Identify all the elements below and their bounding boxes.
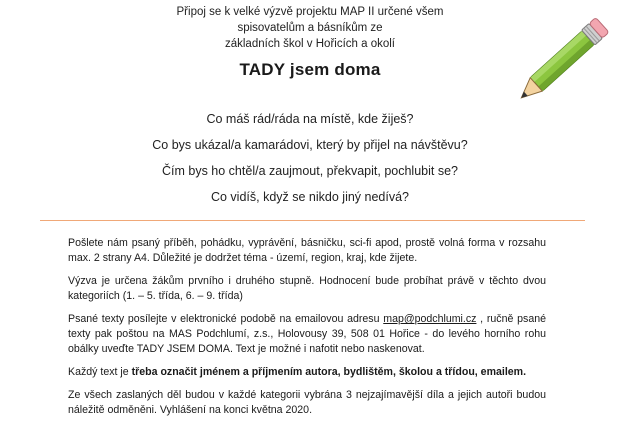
paragraph-categories: Výzva je určena žákům prvního i druhého stupně. Hodnocení bude probíhat právě v těchto dvou kategoriích (1. – 5. třída, 6. – 9. třída) (68, 275, 546, 302)
page-title: TADY jsem doma (239, 60, 381, 79)
divider (40, 220, 585, 221)
question-item: Co máš rád/ráda na místě, kde žiješ? (206, 112, 414, 126)
question-item: Co bys ukázal/a kamarádovi, který by přijel na návštěvu? (152, 138, 468, 152)
email-link[interactable]: map@podchlumi.cz (383, 313, 477, 325)
labeling-text-bold: třeba označit jménem a příjmením autora, bydlištěm, školou a třídou, emailem. (131, 366, 527, 378)
instructions (68, 236, 546, 426)
paragraph-labeling (68, 365, 546, 380)
paragraph-submission (68, 312, 546, 357)
intro-line-1: Připoj se k velké výzvě projektu MAP II určené všem spisovatelům a básníkům ze (176, 6, 444, 34)
question-list (0, 106, 620, 210)
labeling-text-start: Každý text je (68, 366, 132, 378)
question-item: Co vidíš, když se nikdo jiný nedívá? (210, 190, 410, 204)
submission-text-end: , ručně psané texty pak poštou na MAS Podchlumí, z.s., Holovousy 39, 508 01 Hořice - do levého horního rohu obálky uveďte TADY JSEM DOMA. Text je možné i nafotit nebo naskenovat. (68, 313, 546, 355)
paragraph-awards: Ze všech zaslaných děl budou v každé kategorii vybrána 3 nejzajímavější díla a jejich autoři budou náležitě odměněni. Vyhlášení na konci května 2020. (68, 389, 546, 416)
question-item: Čím bys ho chtěl/a zaujmout, překvapit, pochlubit se? (162, 164, 458, 178)
intro-line-2: základních škol v Hořicích a okolí (224, 38, 396, 50)
intro-text (160, 4, 460, 52)
paragraph-format: Pošlete nám psaný příběh, pohádku, vyprávění, básničku, sci-fi apod, prostě volná forma v rozsahu max. 2 strany A4. Důležité je dodržet téma - území, region, kraj, kde žijete. (68, 237, 546, 264)
submission-text-start: Psané texty posílejte v elektronické podobě na emailovou adresu (68, 313, 384, 325)
